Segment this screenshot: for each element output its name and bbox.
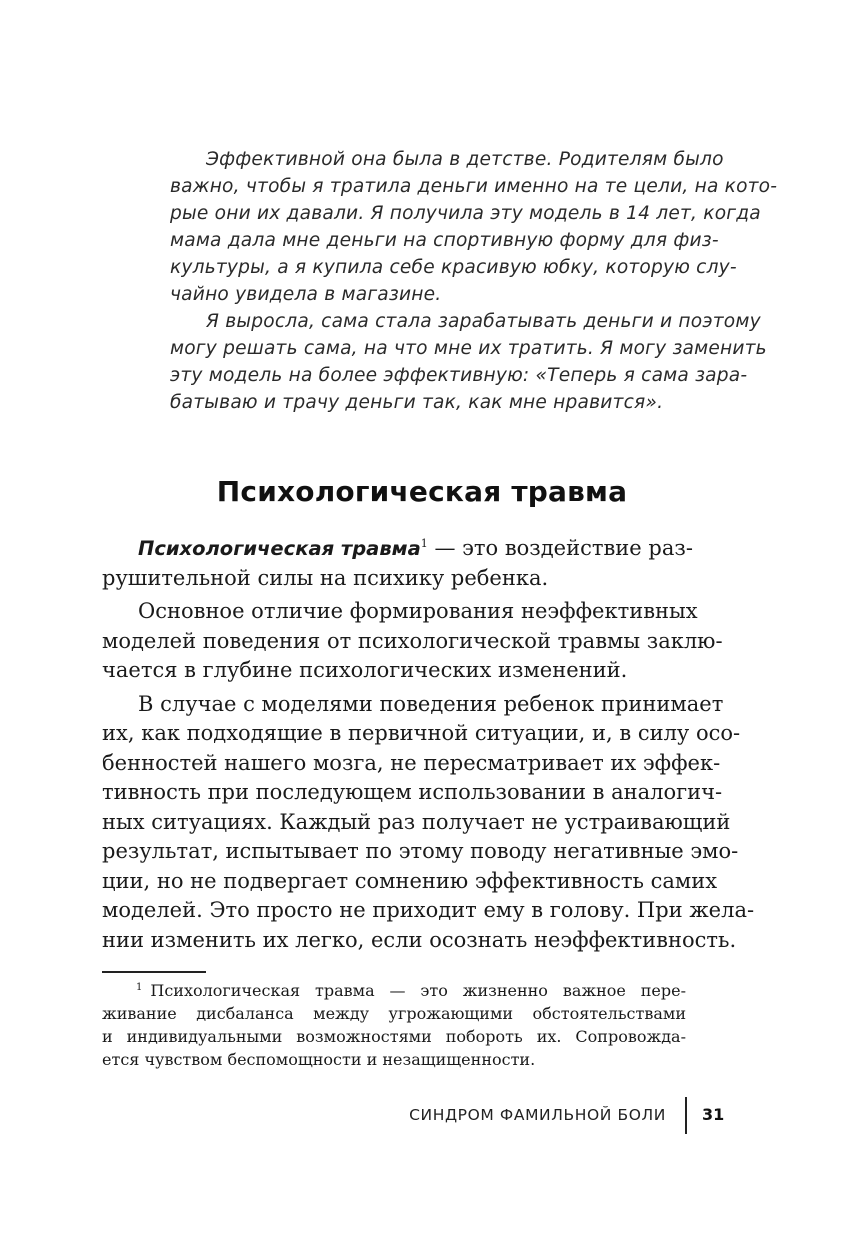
definition-text: — это воздействие раз- [427, 536, 693, 560]
body-line: нии изменить их легко, если осознать неэффективность. [102, 927, 737, 952]
body-line: тивность при последующем использовании в аналогич- [102, 780, 723, 804]
footnote-divider [102, 971, 206, 973]
body-line: результат, испытывает по этому поводу негативные эмо- [102, 839, 739, 863]
footer-divider [685, 1097, 687, 1134]
italic-quote-block [134, 146, 778, 416]
quote-line: важно, чтобы я тратила деньги именно на те цели, на кото- [170, 176, 778, 197]
body-line: моделей поведения от психологической травмы заклю- [102, 628, 723, 653]
quote-line: рые они их давали. Я получила эту модель в 14 лет, когда [170, 203, 761, 224]
section-heading: Психологическая травма [216, 475, 628, 508]
quote-line: мама дала мне деньги на спортивную форму для физ- [170, 230, 719, 251]
body-line: Основное отличие формирования неэффективных [138, 599, 698, 623]
page-number: 31 [702, 1105, 725, 1124]
footnote-line: живание дисбаланса между угрожающими обстоятельствами [102, 1004, 686, 1023]
definition-line: рушительной силы на психику ребенка. [102, 565, 549, 590]
footnote-line [102, 979, 686, 1002]
quote-line: чайно увидела в магазине. [170, 284, 442, 305]
body-line: ции, но не подвергает сомнению эффективность самих [102, 868, 718, 893]
body-line: чается в глубине психологических изменений. [102, 658, 628, 682]
footnote-line: и индивидуальными возможностями побороть их. Сопровожда- [102, 1027, 686, 1046]
quote-line: культуры, а я купила себе красивую юбку, которую слу- [170, 257, 737, 278]
body-line: моделей. Это просто не приходит ему в голову. При жела- [102, 898, 755, 922]
definition-line [102, 534, 693, 564]
body-line: ных ситуациях. Каждый раз получает не устраивающий [102, 809, 731, 834]
footnote-marker: 1 [136, 981, 143, 993]
footnote [102, 979, 686, 1071]
footnote-line: ется чувством беспомощности и незащищенности. [102, 1050, 536, 1069]
body-line: бенностей нашего мозга, не пересматривает их эффек- [102, 750, 721, 775]
footnote-reference[interactable]: 1 [420, 537, 428, 550]
quote-line: батываю и трачу деньги так, как мне нравится». [170, 392, 664, 413]
quote-line: Я выросла, сама стала зарабатывать деньги и поэтому [206, 311, 761, 332]
body-text [102, 534, 755, 955]
defined-term: Психологическая травма [138, 537, 421, 560]
quote-line: могу решать сама, на что мне их тратить. Я могу заменить [170, 338, 767, 359]
body-line: их, как подходящие в первичной ситуации, и, в силу осо- [102, 721, 741, 745]
quote-paragraph-1 [134, 146, 778, 308]
running-title: СИНДРОМ ФАМИЛЬНОЙ БОЛИ [409, 1106, 666, 1124]
quote-line: эту модель на более эффективную: «Теперь я сама зара- [170, 365, 748, 386]
body-line: В случае с моделями поведения ребенок принимает [138, 691, 724, 716]
footnote-text: Психологическая травма — это жизненно важное пере- [150, 981, 686, 1000]
quote-paragraph-2 [134, 308, 767, 416]
quote-line: Эффективной она была в детстве. Родителям было [206, 149, 724, 170]
